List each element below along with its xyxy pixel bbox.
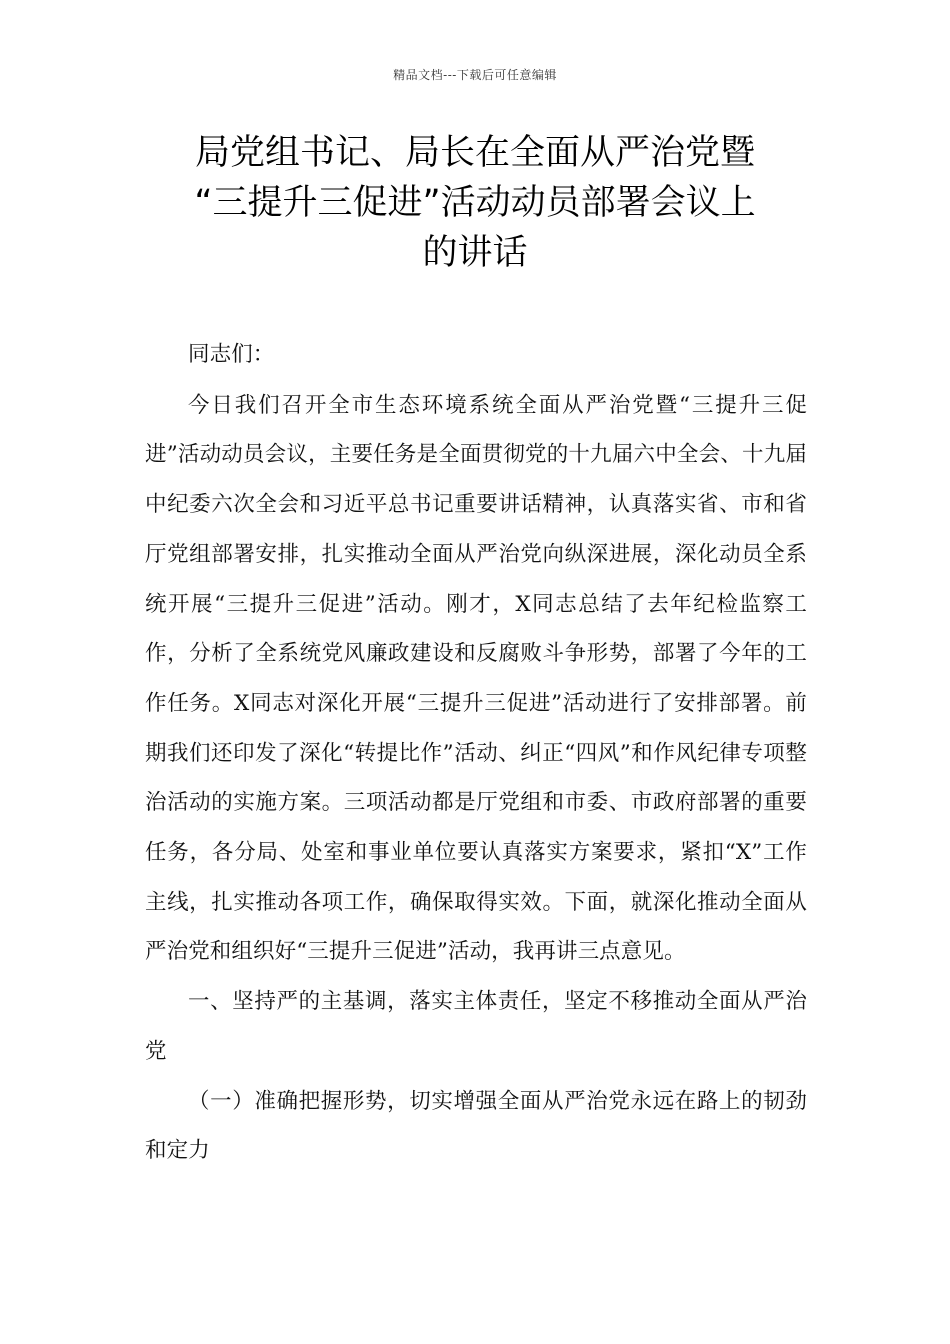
greeting: 同志们： xyxy=(188,342,275,367)
section-heading-1: 一、坚持严的主基调，落实主体责任，坚定不移推动全面从严治党 xyxy=(145,989,807,1064)
document-title xyxy=(130,128,820,278)
subsection-heading-1: （一）准确把握形势，切实增强全面从严治党永远在路上的韧劲和定力 xyxy=(145,1088,807,1164)
document-body xyxy=(145,330,807,1176)
title-line: “三提升三促进”活动动员部署会议上 xyxy=(194,183,756,223)
paragraph-intro: 今日我们召开全市生态环境系统全面从严治党暨“三提升三促进”活动动员会议，主要任务是全面贯彻党的十九届六中全会、十九届中纪委六次全会和习近平总书记重要讲话精神，认真落实省、市和省厅党组部署安排，扎实推动全面从严治党向纵深进展，深化动员全系统开展“三提升三促进”活动。刚才，X同志总结了去年纪检监察工作，分析了全系统党风廉政建设和反腐败斗争形势，部署了今年的工作任务。X同志对深化开展“三提升三促进”活动进行了安排部署。前期我们还印发了深化“转提比作”活动、纠正“四风”和作风纪律专项整治活动的实施方案。三项活动都是厅党组和市委、市政府部署的重要任务，各分局、处室和事业单位要认真落实方案要求，紧扣“X”工作主线，扎实推动各项工作，确保取得实效。下面，就深化推动全面从严治党和组织好“三提升三促进”活动，我再讲三点意见。 xyxy=(145,392,807,965)
title-line: 的讲话 xyxy=(422,233,528,273)
header-note: 精品文档---下载后可任意编辑 xyxy=(393,68,557,82)
title-line: 局党组书记、局长在全面从严治党暨 xyxy=(194,133,755,173)
